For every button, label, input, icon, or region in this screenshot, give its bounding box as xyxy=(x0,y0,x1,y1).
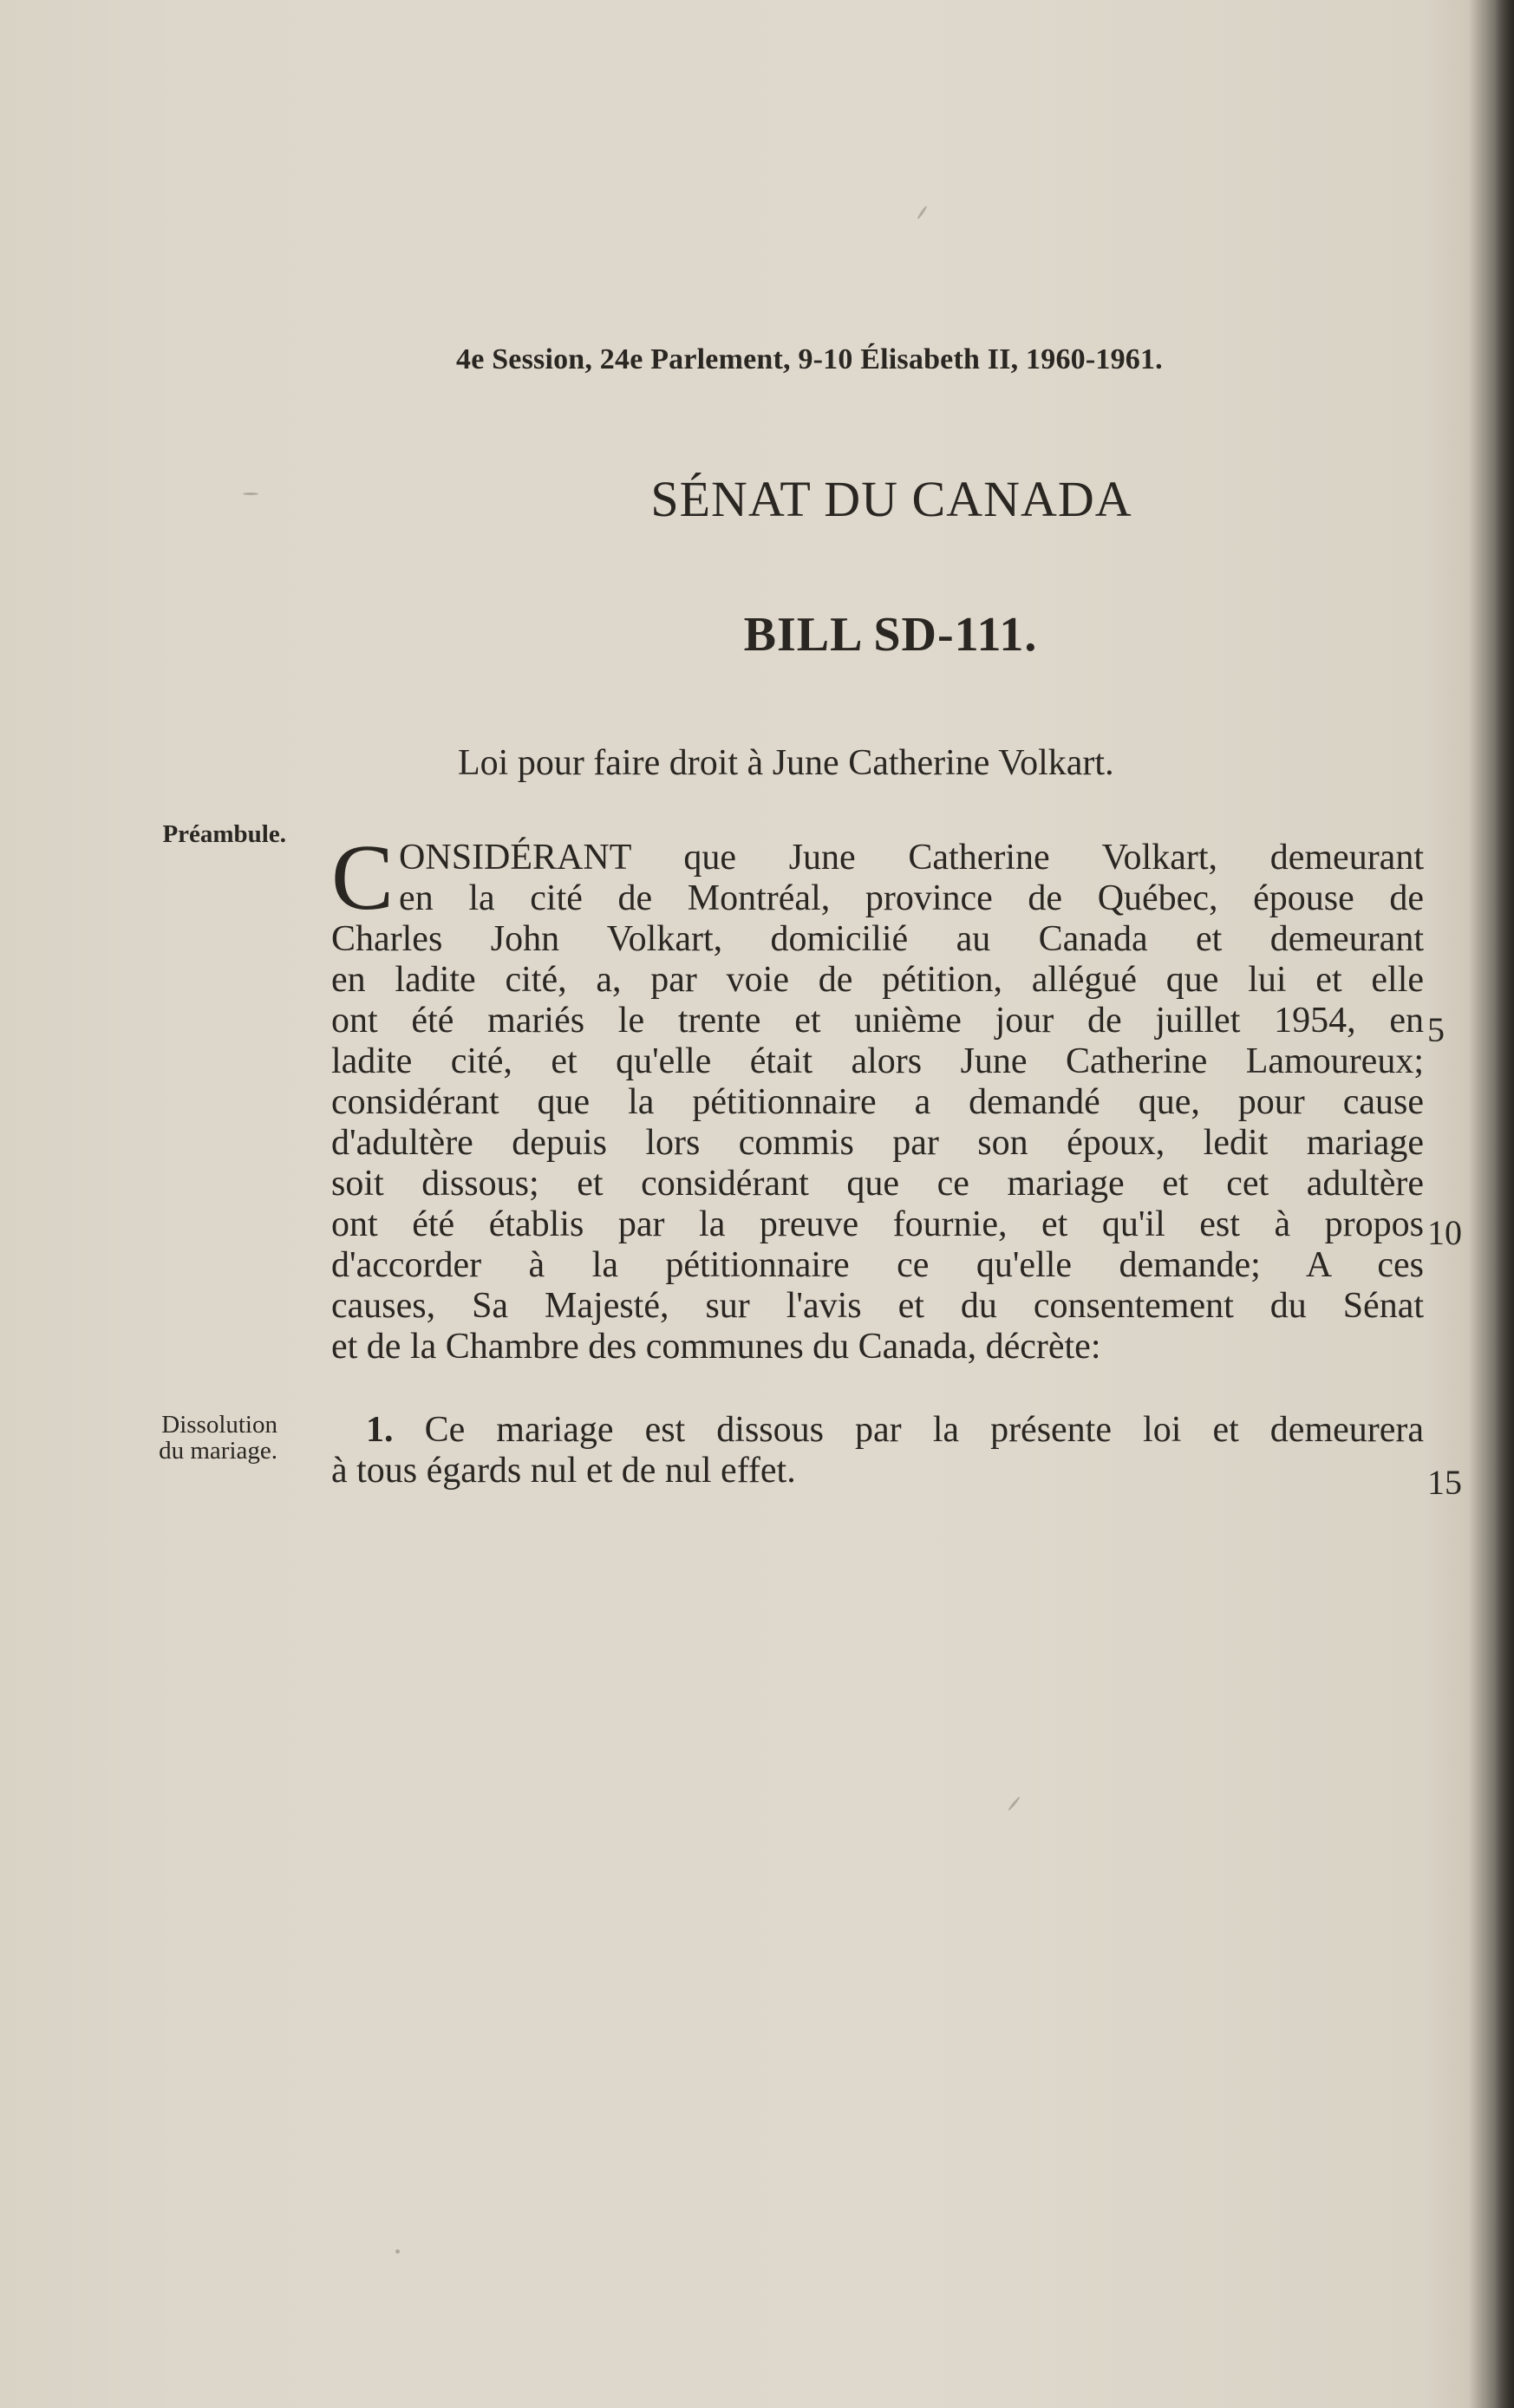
preamble-line: Charles John Volkart, domicilié au Canada et demeurant xyxy=(331,919,1424,959)
preamble-line: en ladite cité, a, par voie de pétition, allégué que lui et elle xyxy=(331,960,1424,1000)
preamble-line: soit dissous; et considérant que ce mariage et cet adultère xyxy=(331,1164,1424,1204)
preamble-line: et de la Chambre des communes du Canada, décrète: xyxy=(331,1327,1101,1367)
preamble-dropcap: C xyxy=(331,826,395,930)
section-1-line1 xyxy=(331,1410,1424,1451)
margin-note-dissolution xyxy=(104,1412,277,1464)
section-1 xyxy=(331,1410,1424,1491)
paper-speck xyxy=(1008,1796,1021,1811)
preamble-line: ont été mariés le trente et unième jour de juillet 1954, en xyxy=(331,1001,1424,1041)
act-title: Loi pour faire droit à June Catherine Volkart. xyxy=(458,743,1114,783)
preamble-line: ont été établis par la preuve fournie, et qu'il est à propos xyxy=(331,1204,1424,1244)
page-edge-shadow xyxy=(1495,0,1514,2408)
paper-speck xyxy=(243,493,258,495)
preamble-paragraph xyxy=(331,826,1424,1367)
preamble-line: en la cité de Montréal, province de Québec, épouse de xyxy=(399,878,1424,918)
senate-title: SÉNAT DU CANADA xyxy=(650,471,1132,527)
paper-speck xyxy=(395,2249,400,2254)
section-1-line2: à tous égards nul et de nul effet. xyxy=(331,1451,796,1491)
paper-speck xyxy=(917,206,928,219)
preamble-line: d'adultère depuis lors commis par son époux, ledit mariage xyxy=(331,1123,1424,1163)
session-header: 4e Session, 24e Parlement, 9-10 Élisabeth II, 1960-1961. xyxy=(456,343,1163,375)
section-number: 1. xyxy=(366,1410,394,1450)
line-number-10: 10 xyxy=(1427,1213,1462,1252)
section-1-text-line1: Ce mariage est dissous par la présente loi et demeurera xyxy=(424,1410,1425,1450)
line-number-15: 15 xyxy=(1427,1463,1462,1502)
bill-number: BILL SD-111. xyxy=(743,608,1038,662)
preamble-line: ladite cité, et qu'elle était alors June Catherine Lamoureux; xyxy=(331,1041,1424,1081)
preamble-line: considérant que la pétitionnaire a demandé que, pour cause xyxy=(331,1082,1424,1122)
margin-note-dissolution-line2: du mariage. xyxy=(159,1437,277,1465)
margin-note-preamble: Préambule. xyxy=(162,820,286,848)
preamble-line: d'accorder à la pétitionnaire ce qu'elle demande; A ces xyxy=(331,1245,1424,1285)
preamble-line: causes, Sa Majesté, sur l'avis et du consentement du Sénat xyxy=(331,1286,1424,1326)
margin-note-dissolution-line1: Dissolution xyxy=(161,1411,277,1439)
line-number-5: 5 xyxy=(1427,1010,1445,1049)
preamble-line: ONSIDÉRANT que June Catherine Volkart, demeurant xyxy=(399,838,1424,878)
